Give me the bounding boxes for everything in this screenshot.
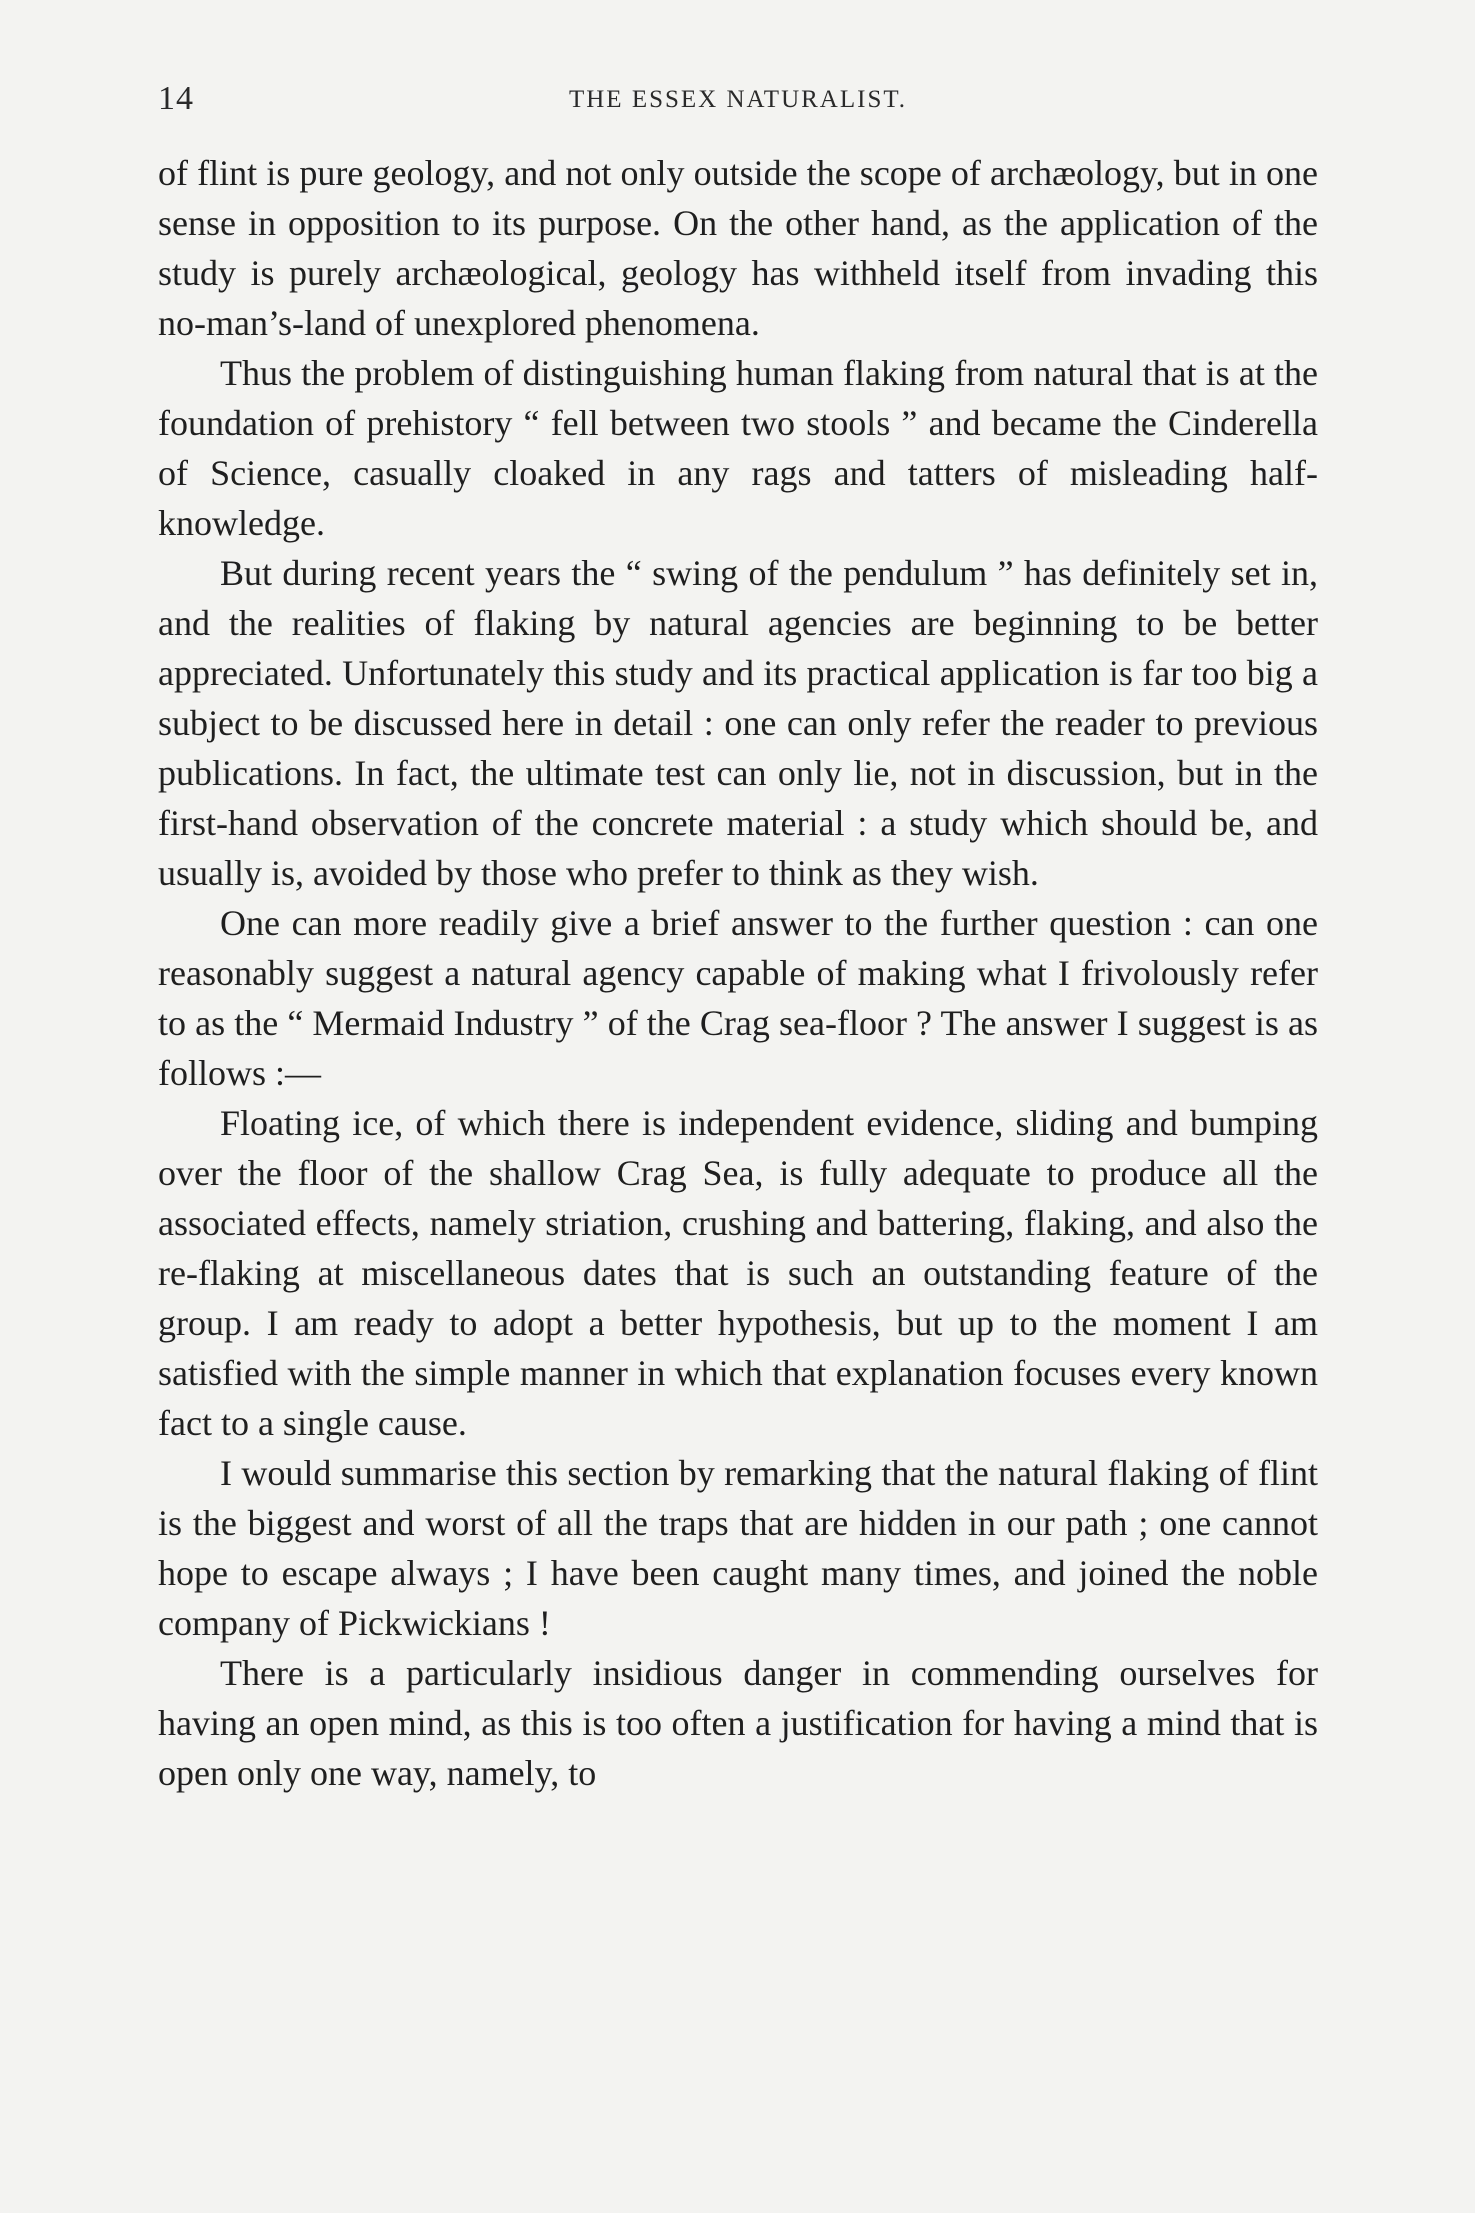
page-number: 14 — [158, 80, 194, 117]
paragraph-4: One can more readily give a brief answer to the further question : can one reasonably suggest a natural agency capable of making what I frivolously refer to as the “ Mermaid Industry ” of the Crag sea-floor ? The answer I suggest is as follows :— — [158, 903, 1318, 1093]
page-header — [158, 80, 1318, 130]
paragraph-3: But during recent years the “ swing of the pendulum ” has definitely set in, and the realities of flaking by natural agencies are beginning to be better appreciated. Unfortunately this study and its practical application is far too big a subject to be discussed here in detail : one can only refer the reader to previous publications. In fact, the ultimate test can only lie, not in discussion, but in the first-hand observation of the concrete material : a study which should be, and usually is, avoided by those who prefer to think as they wish. — [158, 553, 1318, 893]
paragraph-1: of flint is pure geology, and not only outside the scope of archæology, but in one sense in opposition to its purpose. On the other hand, as the application of the study is purely archæological, geology has withheld itself from invading this no-man’s-land of unexplored phenomena. — [158, 153, 1318, 343]
running-title: THE ESSEX NATURALIST. — [568, 86, 908, 113]
paragraph-5: Floating ice, of which there is independent evidence, sliding and bumping over the floor of the shallow Crag Sea, is fully adequate to produce all the associated effects, namely striation, crushing and battering, flaking, and also the re-flaking at miscellaneous dates that is such an outstanding feature of the group. I am ready to adopt a better hypothesis, but up to the moment I am satisfied with the simple manner in which that explanation focuses every known fact to a single cause. — [158, 1103, 1318, 1443]
paragraph-6: I would summarise this section by remarking that the natural flaking of flint is the biggest and worst of all the traps that are hidden in our path ; one cannot hope to escape always ; I have been caught many times, and joined the noble company of Pickwickians ! — [158, 1453, 1318, 1643]
paragraph-7: There is a particularly insidious danger in commending ourselves for having an open mind, as this is too often a justification for having a mind that is open only one way, namely, to — [158, 1653, 1318, 1793]
paragraph-2: Thus the problem of distinguishing human flaking from natural that is at the foundation of prehistory “ fell between two stools ” and became the Cinderella of Science, casually cloaked in any rags and tatters of misleading half-knowledge. — [158, 353, 1318, 543]
body-text — [158, 148, 1318, 1798]
